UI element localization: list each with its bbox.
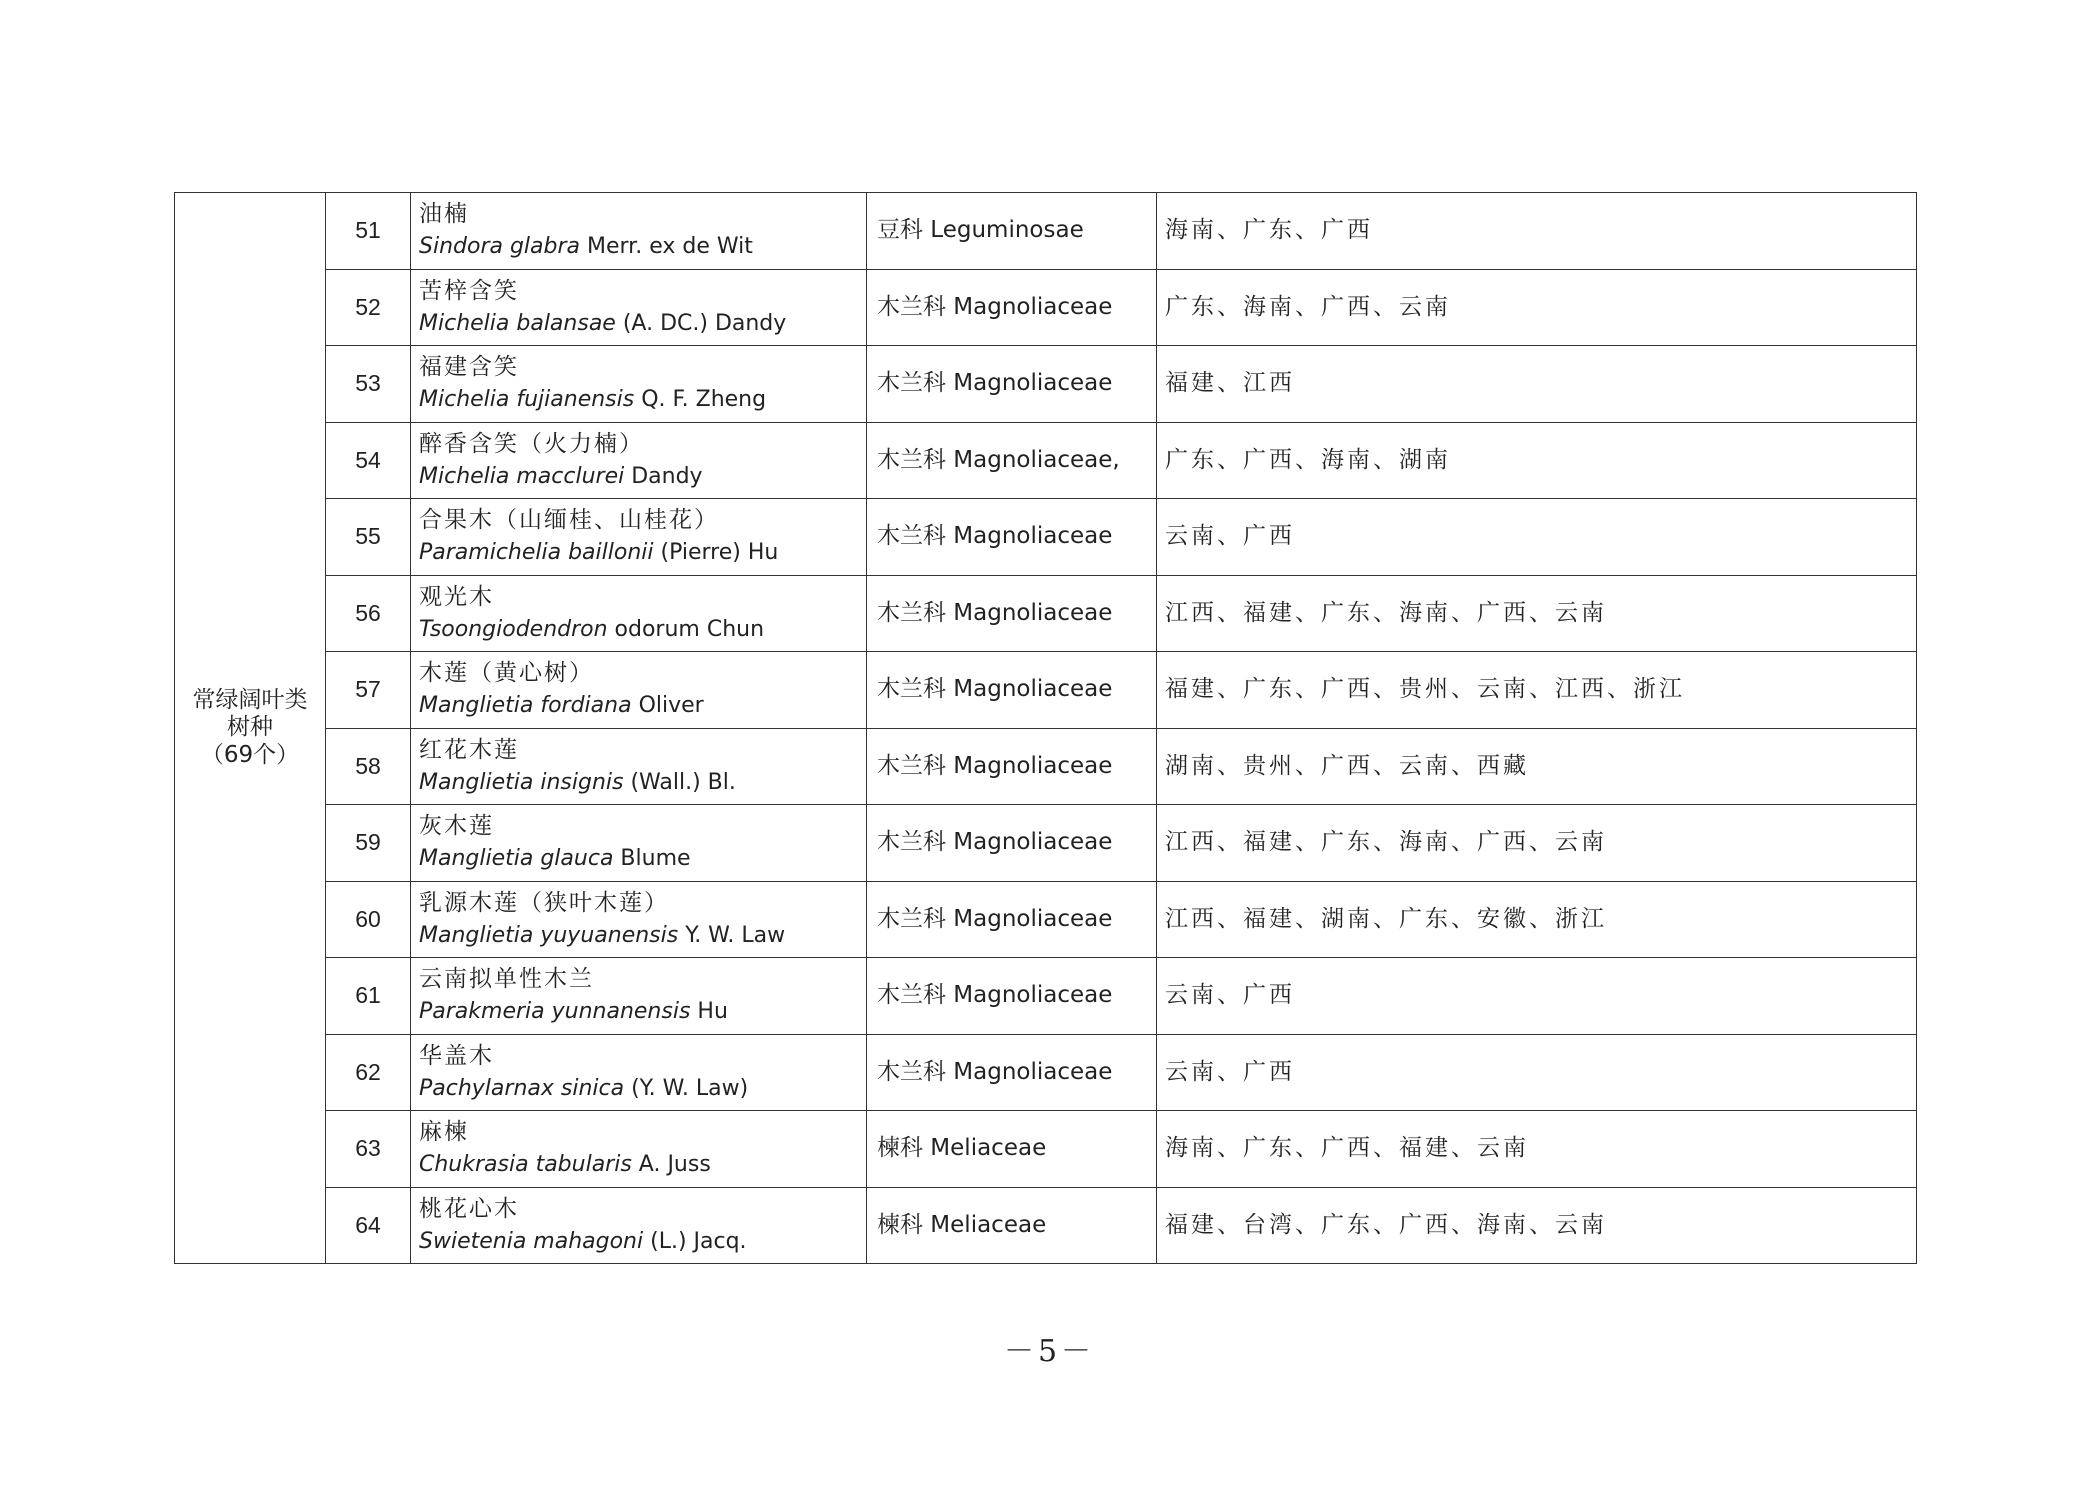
table-row (175, 575, 1917, 652)
species-name-cell (411, 805, 867, 882)
author: (A. DC.) Dandy (615, 310, 787, 336)
row-number: 57 (326, 652, 411, 729)
family-cell: 木兰科 Magnoliaceae (867, 499, 1157, 576)
author: Hu (690, 999, 728, 1025)
species-name-cell (411, 1187, 867, 1264)
table-row (175, 422, 1917, 499)
table-row (175, 269, 1917, 346)
distribution-cell: 云南、广西 (1157, 958, 1917, 1035)
row-number: 58 (326, 728, 411, 805)
category-line-2: 树种 (227, 714, 273, 741)
genus-species: Michelia macclurei (419, 463, 625, 489)
page-number: －5－ (1003, 1334, 1096, 1369)
species-table (174, 192, 1917, 1264)
chinese-name: 木莲（黄心树） (419, 660, 594, 687)
table-row (175, 193, 1917, 270)
scientific-name (419, 999, 866, 1025)
species-name-cell (411, 193, 867, 270)
scientific-name (419, 234, 866, 260)
genus-species: Michelia fujianensis (419, 387, 635, 413)
row-number: 60 (326, 881, 411, 958)
distribution-cell: 福建、台湾、广东、广西、海南、云南 (1157, 1187, 1917, 1264)
scientific-name (419, 311, 866, 337)
species-name-cell (411, 881, 867, 958)
genus-species: Tsoongiodendron (419, 616, 608, 642)
genus-species: Chukrasia tabularis (419, 1152, 632, 1178)
author: Merr. ex de Wit (580, 234, 753, 260)
table-row (175, 652, 1917, 729)
family-cell: 木兰科 Magnoliaceae (867, 346, 1157, 423)
chinese-name: 醉香含笑（火力楠） (419, 430, 644, 457)
scientific-name (419, 617, 866, 643)
table-row (175, 499, 1917, 576)
author: (Y. W. Law) (624, 1075, 749, 1101)
family-cell: 木兰科 Magnoliaceae (867, 881, 1157, 958)
category-line-3: （69个） (200, 741, 300, 768)
scientific-name (419, 1229, 866, 1255)
family-cell: 木兰科 Magnoliaceae, (867, 422, 1157, 499)
family-cell: 木兰科 Magnoliaceae (867, 958, 1157, 1035)
chinese-name: 苦梓含笑 (419, 277, 519, 304)
author: odorum Chun (607, 616, 765, 642)
distribution-cell: 广东、海南、广西、云南 (1157, 269, 1917, 346)
author: (Wall.) Bl. (623, 769, 736, 795)
distribution-cell: 海南、广东、广西、福建、云南 (1157, 1111, 1917, 1188)
row-number: 52 (326, 269, 411, 346)
row-number: 61 (326, 958, 411, 1035)
species-name-cell (411, 346, 867, 423)
category-line-1: 常绿阔叶类 (192, 687, 308, 714)
species-name-cell (411, 1111, 867, 1188)
author: (L.) Jacq. (643, 1228, 747, 1254)
distribution-cell: 福建、江西 (1157, 346, 1917, 423)
author: A. Juss (631, 1152, 711, 1178)
scientific-name (419, 464, 866, 490)
table-row (175, 805, 1917, 882)
author: (Pierre) Hu (653, 540, 779, 566)
table-row (175, 1034, 1917, 1111)
distribution-cell: 云南、广西 (1157, 1034, 1917, 1111)
species-name-cell (411, 958, 867, 1035)
genus-species: Manglietia insignis (419, 769, 624, 795)
row-number: 63 (326, 1111, 411, 1188)
genus-species: Paramichelia baillonii (419, 540, 654, 566)
species-name-cell (411, 269, 867, 346)
genus-species: Manglietia glauca (419, 846, 614, 872)
table-row (175, 958, 1917, 1035)
scientific-name (419, 770, 866, 796)
row-number: 62 (326, 1034, 411, 1111)
scientific-name (419, 846, 866, 872)
family-cell: 木兰科 Magnoliaceae (867, 805, 1157, 882)
chinese-name: 桃花心木 (419, 1195, 519, 1222)
distribution-cell: 广东、广西、海南、湖南 (1157, 422, 1917, 499)
family-cell: 木兰科 Magnoliaceae (867, 1034, 1157, 1111)
scientific-name (419, 1152, 866, 1178)
distribution-cell: 云南、广西 (1157, 499, 1917, 576)
table-row (175, 881, 1917, 958)
chinese-name: 华盖木 (419, 1042, 494, 1069)
row-number: 55 (326, 499, 411, 576)
species-name-cell (411, 499, 867, 576)
row-number: 53 (326, 346, 411, 423)
row-number: 54 (326, 422, 411, 499)
row-number: 51 (326, 193, 411, 270)
scientific-name (419, 923, 866, 949)
species-name-cell (411, 652, 867, 729)
genus-species: Swietenia mahagoni (419, 1228, 644, 1254)
family-cell: 木兰科 Magnoliaceae (867, 269, 1157, 346)
chinese-name: 观光木 (419, 583, 494, 610)
scientific-name (419, 693, 866, 719)
table-row (175, 1187, 1917, 1264)
genus-species: Parakmeria yunnanensis (419, 999, 691, 1025)
author: Oliver (631, 693, 704, 719)
genus-species: Sindora glabra (419, 234, 581, 260)
scientific-name (419, 540, 866, 566)
distribution-cell: 福建、广东、广西、贵州、云南、江西、浙江 (1157, 652, 1917, 729)
genus-species: Pachylarnax sinica (419, 1075, 625, 1101)
chinese-name: 油楠 (419, 201, 469, 228)
chinese-name: 云南拟单性木兰 (419, 966, 594, 993)
category-cell (175, 193, 326, 1264)
table-row (175, 346, 1917, 423)
author: Dandy (624, 463, 703, 489)
chinese-name: 合果木（山缅桂、山桂花） (419, 507, 719, 534)
row-number: 56 (326, 575, 411, 652)
distribution-cell: 海南、广东、广西 (1157, 193, 1917, 270)
family-cell: 楝科 Meliaceae (867, 1111, 1157, 1188)
chinese-name: 福建含笑 (419, 354, 519, 381)
table-row (175, 728, 1917, 805)
row-number: 59 (326, 805, 411, 882)
family-cell: 楝科 Meliaceae (867, 1187, 1157, 1264)
species-name-cell (411, 575, 867, 652)
table-row (175, 1111, 1917, 1188)
family-cell: 豆科 Leguminosae (867, 193, 1157, 270)
scientific-name (419, 1076, 866, 1102)
species-table-body (175, 193, 1917, 1264)
chinese-name: 麻楝 (419, 1119, 469, 1146)
author: Q. F. Zheng (634, 387, 767, 413)
genus-species: Manglietia fordiana (419, 693, 632, 719)
row-number: 64 (326, 1187, 411, 1264)
author: Y. W. Law (678, 922, 786, 948)
species-name-cell (411, 422, 867, 499)
distribution-cell: 江西、福建、湖南、广东、安徽、浙江 (1157, 881, 1917, 958)
distribution-cell: 湖南、贵州、广西、云南、西藏 (1157, 728, 1917, 805)
family-cell: 木兰科 Magnoliaceae (867, 728, 1157, 805)
chinese-name: 红花木莲 (419, 736, 519, 763)
scientific-name (419, 387, 866, 413)
distribution-cell: 江西、福建、广东、海南、广西、云南 (1157, 805, 1917, 882)
chinese-name: 灰木莲 (419, 813, 494, 840)
genus-species: Manglietia yuyuanensis (419, 922, 679, 948)
genus-species: Michelia balansae (419, 310, 616, 336)
family-cell: 木兰科 Magnoliaceae (867, 575, 1157, 652)
chinese-name: 乳源木莲（狭叶木莲） (419, 889, 669, 916)
species-name-cell (411, 728, 867, 805)
distribution-cell: 江西、福建、广东、海南、广西、云南 (1157, 575, 1917, 652)
author: Blume (613, 846, 691, 872)
species-name-cell (411, 1034, 867, 1111)
family-cell: 木兰科 Magnoliaceae (867, 652, 1157, 729)
